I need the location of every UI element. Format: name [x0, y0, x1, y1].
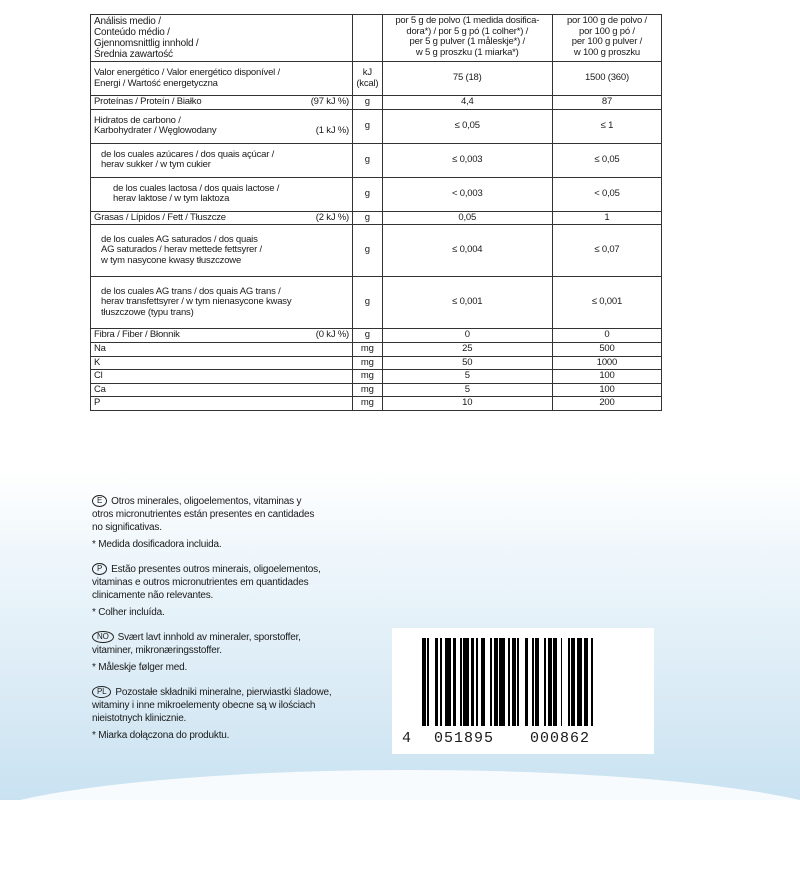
carbs-v1: ≤ 0,05: [382, 109, 552, 143]
barcode-first-digit: 4: [402, 730, 413, 747]
fat-v1: 0,05: [382, 211, 552, 225]
table-row-fat: [91, 211, 662, 225]
energy-unit-line: kJ: [362, 66, 372, 78]
header-col1-line: per 5 g pulver (1 måleskje*) /: [409, 36, 525, 48]
table-row-mineral: [91, 342, 662, 356]
carbs-v2: ≤ 1: [552, 109, 661, 143]
mineral-label: P: [91, 397, 353, 411]
table-row-mineral: [91, 397, 662, 411]
note-footnote: * Colher incluída.: [92, 607, 165, 618]
transfat-label-cell: [91, 277, 353, 329]
footnotes: [92, 495, 392, 754]
header-col1-line: w 5 g proszku (1 miarka*): [415, 46, 519, 58]
note-line: otros micronutrientes están presentes en cantidades: [92, 509, 315, 520]
note-line: no significativas.: [92, 522, 162, 533]
mineral-v2: 500: [552, 342, 661, 356]
sugars-v1: ≤ 0,003: [382, 143, 552, 177]
header-name-line: Gjennomsnittlig innhold /: [94, 38, 199, 49]
note-line: vitaminas e outros micronutrientes em quantidades: [92, 577, 309, 588]
language-badge-icon: P: [92, 563, 107, 575]
barcode-bar: [499, 638, 504, 726]
header-col2-line: por 100 g de polvo /: [566, 15, 647, 26]
barcode-bar: [460, 638, 462, 726]
transfat-v1: ≤ 0,001: [382, 277, 552, 329]
transfat-label-line: herav transfettsyrer / w tym nienasycone kwasy: [101, 296, 292, 308]
barcode-bar: [476, 638, 478, 726]
mineral-label: K: [91, 356, 353, 370]
satfat-label-cell: [91, 225, 353, 277]
energy-unit: [353, 62, 383, 96]
barcode-bar: [453, 638, 457, 726]
lactose-unit: g: [353, 177, 383, 211]
header-col2: [552, 15, 661, 62]
barcode-bar: [532, 638, 534, 726]
sugars-label-line: de los cuales azúcares / dos quais açúcar /: [101, 148, 275, 160]
carbs-label-line: Karbohydrater / Węglowodany: [94, 125, 217, 137]
note-line: nieistotnych klinicznie.: [92, 713, 187, 724]
mineral-label: Cl: [91, 370, 353, 384]
mineral-v1: 10: [382, 397, 552, 411]
table-row-mineral: [91, 356, 662, 370]
barcode-bar: [517, 638, 519, 726]
header-col2-line: per 100 g pulver /: [571, 36, 643, 48]
barcode-bar: [508, 638, 510, 726]
fat-kj: (2 kJ %): [315, 211, 350, 223]
barcode-bar: [553, 638, 557, 726]
note-footnote: * Miarka dołączona do produktu.: [92, 730, 230, 741]
header-col2-line: por 100 g pó /: [579, 25, 635, 37]
table-row-sugars: [91, 143, 662, 177]
mineral-unit: mg: [353, 383, 383, 397]
satfat-unit: g: [353, 225, 383, 277]
barcode-bar: [568, 638, 570, 726]
language-badge-icon: PL: [92, 686, 111, 698]
lactose-label-line: herav laktose / w tym laktoza: [113, 193, 230, 205]
mineral-v2: 200: [552, 397, 661, 411]
carbs-label-cell: [91, 109, 353, 143]
barcode-bar: [422, 638, 426, 726]
barcode-bar: [512, 638, 516, 726]
table-header-row: [91, 15, 662, 62]
energy-label-line: Valor energético / Valor energético disponível /: [94, 66, 280, 78]
note-es: [92, 495, 392, 551]
table-row-energy: [91, 62, 662, 96]
mineral-unit: mg: [353, 397, 383, 411]
note-footnote: * Medida dosificadora incluida.: [92, 539, 222, 550]
lactose-v2: < 0,05: [552, 177, 661, 211]
header-name-line: Średnia zawartość: [94, 49, 173, 60]
barcode-bar: [494, 638, 498, 726]
barcode-group-1: 051895: [434, 730, 495, 747]
sugars-v2: ≤ 0,05: [552, 143, 661, 177]
transfat-label-line: de los cuales AG trans / dos quais AG trans /: [101, 285, 281, 297]
barcode-bar: [544, 638, 546, 726]
language-badge-icon: NO: [92, 631, 114, 643]
header-col1: [382, 15, 552, 62]
barcode-group-2: 000862: [530, 730, 591, 747]
sugars-label-line: herav sukker / w tym cukier: [101, 159, 211, 171]
table-row-lactose: [91, 177, 662, 211]
barcode-bar: [435, 638, 439, 726]
barcode-bar: [584, 638, 588, 726]
satfat-v1: ≤ 0,004: [382, 225, 552, 277]
energy-unit-line: (kcal): [356, 77, 379, 89]
table-row-mineral: [91, 370, 662, 384]
background-curve: [0, 770, 800, 890]
barcode-bar: [571, 638, 575, 726]
header-col1-line: dora*) / por 5 g pó (1 colher*) /: [406, 25, 529, 37]
satfat-label-line: w tym nasycone kwasy tłuszczowe: [101, 255, 242, 267]
note-line: witaminy i inne mikroelementy obecne są w ilościach: [92, 700, 316, 711]
mineral-v1: 50: [382, 356, 552, 370]
barcode-bar: [561, 638, 563, 726]
header-name-line: Análisis medio /: [94, 16, 161, 27]
fibre-v2: 0: [552, 329, 661, 343]
sugars-label-cell: [91, 143, 353, 177]
fat-unit: g: [353, 211, 383, 225]
barcode-bar: [535, 638, 539, 726]
fibre-v1: 0: [382, 329, 552, 343]
note-line: Otros minerales, oligoelementos, vitaminas y: [111, 496, 302, 507]
lactose-label-cell: [91, 177, 353, 211]
mineral-label: Ca: [91, 383, 353, 397]
fibre-label: Fibra / Fiber / Błonnik: [94, 329, 180, 341]
transfat-label-line: tłuszczowe (typu trans): [101, 307, 194, 319]
carbs-label-line: Hidratos de carbono /: [94, 114, 181, 126]
barcode-bar: [577, 638, 582, 726]
mineral-v1: 5: [382, 370, 552, 384]
table-row-carbs: [91, 109, 662, 143]
barcode-bar: [525, 638, 529, 726]
energy-v1: 75 (18): [382, 62, 552, 96]
transfat-v2: ≤ 0,001: [552, 277, 661, 329]
barcode-bar: [481, 638, 485, 726]
fat-label: Grasas / Lípidos / Fett / Tłuszcze: [94, 211, 226, 223]
satfat-label-line: AG saturados / herav mettede fettsyrer /: [101, 244, 262, 256]
header-unit-cell: [353, 15, 383, 62]
mineral-v2: 1000: [552, 356, 661, 370]
note-line: vitaminer, mikronæringsstoffer.: [92, 645, 222, 656]
mineral-v2: 100: [552, 370, 661, 384]
barcode: [392, 628, 654, 754]
fibre-kj: (0 kJ %): [315, 329, 350, 341]
note-line: Svært lavt innhold av mineraler, sporstoffer,: [117, 632, 301, 643]
fibre-label-cell: [91, 329, 353, 343]
table-row-protein: [91, 96, 662, 110]
carbs-unit: g: [353, 109, 383, 143]
mineral-unit: mg: [353, 342, 383, 356]
table-row-transfat: [91, 277, 662, 329]
note-pt: [92, 563, 392, 619]
sugars-unit: g: [353, 143, 383, 177]
header-name-cell: [91, 15, 353, 62]
protein-label: Proteínas / Proteín / Białko: [94, 96, 202, 107]
language-badge-icon: E: [92, 495, 107, 507]
barcode-bar: [490, 638, 492, 726]
transfat-unit: g: [353, 277, 383, 329]
lactose-label-line: de los cuales lactosa / dos quais lactose /: [113, 182, 280, 194]
satfat-label-line: de los cuales AG saturados / dos quais: [101, 233, 258, 245]
mineral-unit: mg: [353, 370, 383, 384]
barcode-bar: [463, 638, 468, 726]
note-line: Estão presentes outros minerais, oligoelementos,: [111, 564, 321, 575]
barcode-bars: [422, 638, 634, 730]
mineral-v1: 25: [382, 342, 552, 356]
header-name-line: Conteúdo médio /: [94, 27, 170, 38]
protein-kj: (97 kJ %): [310, 96, 350, 107]
note-line: clinicamente não relevantes.: [92, 590, 214, 601]
mineral-v2: 100: [552, 383, 661, 397]
nutrition-table: [90, 14, 662, 411]
note-footnote: * Måleskje følger med.: [92, 662, 188, 673]
satfat-v2: ≤ 0,07: [552, 225, 661, 277]
carbs-kj: (1 kJ %): [315, 125, 350, 137]
mineral-label: Na: [91, 342, 353, 356]
barcode-bar: [427, 638, 429, 726]
energy-label: [91, 62, 353, 96]
barcode-bar: [548, 638, 552, 726]
note-no: [92, 631, 392, 674]
note-line: Pozostałe składniki mineralne, pierwiastki śladowe,: [115, 687, 332, 698]
table-row-mineral: [91, 383, 662, 397]
protein-v2: 87: [552, 96, 661, 110]
energy-label-line: Energi / Wartość energetyczna: [94, 77, 218, 89]
header-col1-line: por 5 g de polvo (1 medida dosifica-: [395, 15, 540, 26]
barcode-bar: [445, 638, 450, 726]
table-row-fibre: [91, 329, 662, 343]
note-pl: [92, 686, 392, 742]
barcode-bar: [471, 638, 475, 726]
barcode-bar: [440, 638, 442, 726]
header-col2-line: w 100 g proszku: [573, 46, 641, 58]
protein-unit: g: [353, 96, 383, 110]
protein-label-cell: [91, 96, 353, 110]
fat-label-cell: [91, 211, 353, 225]
energy-v2: 1500 (360): [552, 62, 661, 96]
mineral-v1: 5: [382, 383, 552, 397]
protein-v1: 4,4: [382, 96, 552, 110]
table-row-satfat: [91, 225, 662, 277]
fat-v2: 1: [552, 211, 661, 225]
lactose-v1: < 0,003: [382, 177, 552, 211]
mineral-unit: mg: [353, 356, 383, 370]
fibre-unit: g: [353, 329, 383, 343]
barcode-bar: [591, 638, 593, 726]
